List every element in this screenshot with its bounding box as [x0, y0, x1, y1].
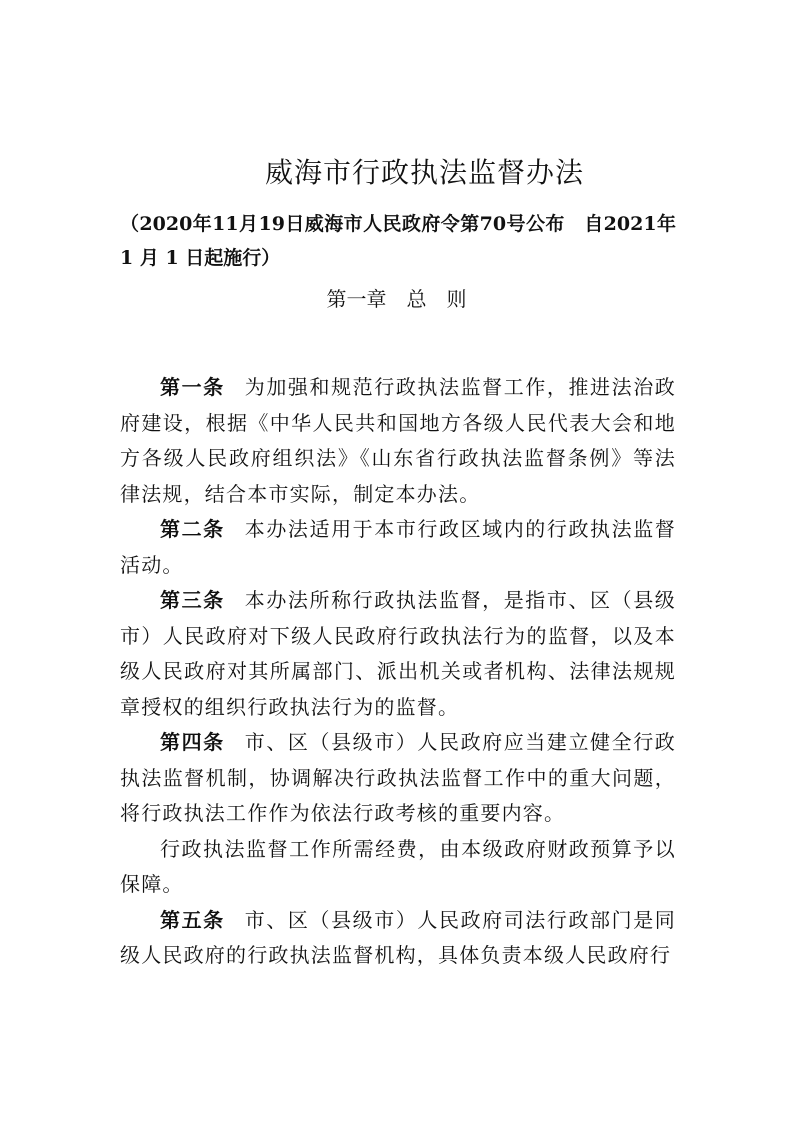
article-text: 为加强和规范行政执法监督工作，推进法治政府建设，根据《中华人民共和国地方各级人民代表大会和地方各级人民政府组织法》《山东省行政执法监督条例》等法律法规，结合本市实际，制定本办法。	[120, 375, 676, 506]
article-text: 行政执法监督工作所需经费，由本级政府财政预算予以保障。	[120, 836, 676, 896]
document-body	[120, 370, 676, 974]
article-number: 第二条	[160, 517, 225, 541]
document-title: 威海市行政执法监督办法	[264, 156, 584, 189]
article-text: 本办法所称行政执法监督，是指市、区（县级市）人民政府对下级人民政府行政执法行为的监督，以及本级人民政府对其所属部门、派出机关或者机构、法律法规规章授权的组织行政执法行为的监督。	[120, 588, 676, 719]
article-paragraph	[120, 903, 676, 974]
article-paragraph	[120, 832, 676, 903]
document-subtitle: （2020年11月19日威海市人民政府令第70号公布 自2021年 1 月 1 日起施行）	[120, 213, 676, 269]
article-text: 市、区（县级市）人民政府应当建立健全行政执法监督机制，协调解决行政执法监督工作中的重大问题，将行政执法工作作为依法行政考核的重要内容。	[120, 730, 676, 825]
article-number: 第一条	[160, 375, 225, 399]
chapter-heading: 第一章 总 则	[326, 287, 467, 311]
article-paragraph	[120, 370, 676, 512]
article-text: 市、区（县级市）人民政府司法行政部门是同级人民政府的行政执法监督机构，具体负责本级人民政府行	[120, 907, 676, 967]
article-number: 第五条	[160, 907, 225, 932]
article-paragraph	[120, 512, 676, 583]
article-paragraph	[120, 583, 676, 725]
article-text: 本办法适用于本市行政区域内的行政执法监督活动。	[120, 517, 676, 577]
article-number: 第四条	[160, 730, 225, 754]
article-number: 第三条	[160, 588, 225, 612]
article-paragraph	[120, 725, 676, 832]
